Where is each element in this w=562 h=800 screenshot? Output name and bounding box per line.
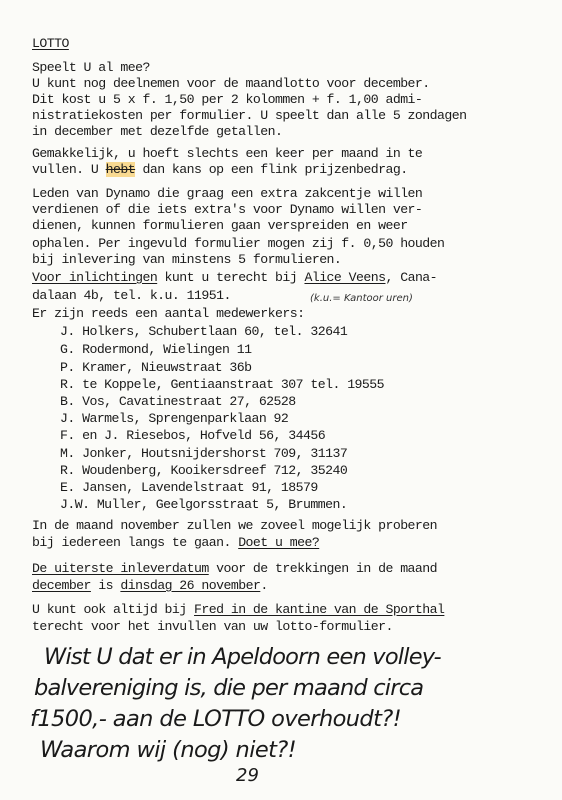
text-line: Dit kost u 5 x f. 1,50 per 2 kolommen + f. 1,00 admi-	[32, 92, 423, 107]
text-line	[32, 162, 408, 178]
text-line	[32, 535, 319, 551]
lotto-title: LOTTO	[32, 36, 69, 51]
contact-name: Alice Veens	[304, 270, 386, 285]
list-item: M. Jonker, Houtsnijdershorst 709, 31137	[60, 446, 348, 461]
deadline-line	[32, 578, 268, 594]
list-item: J.W. Muller, Geelgorsstraat 5, Brummen.	[60, 497, 348, 512]
text-fragment: is	[90, 578, 121, 593]
text-line: verdienen of die iets extra's voor Dynamo willen ver-	[32, 202, 423, 217]
text-line: dienen, kunnen formulieren gaan verspreiden en weer	[32, 218, 408, 233]
text-fragment: kunt u terecht bij	[157, 270, 305, 285]
text-line: bij inlevering van minstens 5 formulieren.	[32, 252, 342, 267]
fred-line	[32, 602, 444, 618]
info-line	[32, 270, 437, 286]
month-label: december	[32, 578, 91, 593]
text-line: Gemakkelijk, u hoeft slechts een keer per maand in te	[32, 146, 423, 161]
text-fragment: U kunt ook altijd bij	[32, 602, 195, 617]
list-item: G. Rodermond, Wielingen 11	[60, 342, 252, 357]
handwriting-line: f1500,- aan de LOTTO overhoudt?!	[30, 706, 402, 732]
text-fragment: dan kans op een flink prijzenbedrag.	[135, 162, 408, 177]
call-to-action: Doet u mee?	[238, 535, 320, 550]
address-line: dalaan 4b, tel. k.u. 11951.	[32, 288, 231, 303]
handwriting-line: Waarom wij (nog) niet?!	[40, 737, 297, 763]
location-label: Fred in de kantine van de Sporthal	[194, 602, 445, 617]
text-fragment: bij iedereen langs te gaan.	[32, 535, 239, 550]
text-line: in december met dezelfde getallen.	[32, 124, 283, 139]
text-line: ophalen. Per ingevuld formulier mogen zij f. 0,50 houden	[32, 236, 445, 251]
list-item: J. Holkers, Schubertlaan 60, tel. 32641	[60, 324, 348, 339]
text-line: nistratiekosten per formulier. U speelt dan alle 5 zondagen	[32, 108, 467, 123]
text-fragment: vullen. U	[32, 162, 106, 177]
list-item: F. en J. Riesebos, Hofveld 56, 34456	[60, 428, 326, 443]
deadline-line	[32, 561, 437, 577]
text-line: terecht voor het invullen van uw lotto-formulier.	[32, 619, 393, 634]
list-item: R. Woudenberg, Kooikersdreef 712, 35240	[60, 463, 348, 478]
list-item: R. te Koppele, Gentiaanstraat 307 tel. 19555	[60, 377, 385, 392]
list-item: E. Jansen, Lavendelstraat 91, 18579	[60, 480, 318, 495]
text-line: In de maand november zullen we zoveel mogelijk proberen	[32, 518, 438, 533]
list-item: B. Vos, Cavatinestraat 27, 62528	[60, 394, 296, 409]
info-label: Voor inlichtingen	[32, 270, 158, 285]
struck-word: hebt	[105, 162, 136, 177]
text-line: Speelt U al mee?	[32, 60, 150, 75]
list-item: P. Kramer, Nieuwstraat 36b	[60, 360, 252, 375]
deadline-date: dinsdag 26 november	[120, 578, 261, 593]
text-fragment: voor de trekkingen in de maand	[208, 561, 438, 576]
handwriting-line: Wist U dat er in Apeldoorn een volley-	[44, 644, 441, 670]
page-number: 29	[236, 765, 259, 786]
handwriting-line: balvereniging is, die per maand circa	[34, 675, 424, 701]
text-fragment: .	[260, 578, 268, 593]
list-item: J. Warmels, Sprengenparklaan 92	[60, 411, 289, 426]
staff-intro: Er zijn reeds een aantal medewerkers:	[32, 306, 305, 321]
handwritten-note: (k.u.= Kantoor uren)	[310, 293, 413, 304]
text-fragment: , Cana-	[385, 270, 438, 285]
deadline-label: De uiterste inleverdatum	[32, 561, 209, 576]
text-line: Leden van Dynamo die graag een extra zakcentje willen	[32, 186, 423, 201]
text-line: U kunt nog deelnemen voor de maandlotto voor december.	[32, 76, 430, 91]
